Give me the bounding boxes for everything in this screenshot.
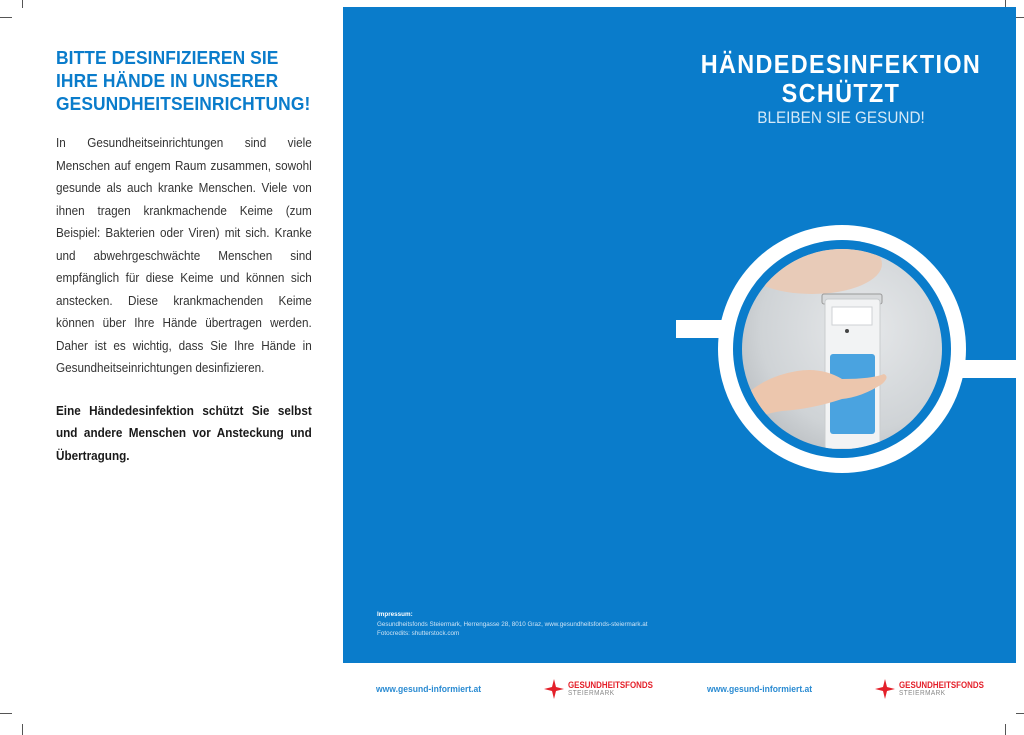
logo-subtitle: STEIERMARK [568, 688, 615, 697]
cover-title-line1: HÄNDEDESINFEKTION [700, 49, 982, 79]
heading-line: IHRE HÄNDE IN UNSERER [56, 70, 279, 91]
emphasis-text: Eine Händedesinfektion schützt Sie selbst und andere Menschen vor Ansteckung und Übertragung. [56, 403, 312, 463]
gesundheitsfonds-logo [544, 679, 662, 699]
star-logo-icon [875, 679, 895, 699]
gesundheitsfonds-logo [875, 679, 993, 699]
logo-name: GESUNDHEITSFONDS [899, 680, 984, 690]
crop-mark [1016, 17, 1024, 18]
body-text: In Gesundheitseinrichtungen sind viele Menschen auf engem Raum zusammen, sowohl gesunde als auch kranke Menschen. Viele von ihnen tragen krankmachende Keime (zum Beispiel: Bakterien oder Viren) mit sich. Kranke und abwehrgeschwächte Menschen sind empfänglich für diese Keime und können sich anstecken. Diese krankmachenden Keime können über Ihre Hände übertragen werden. Daher ist es wichtig, dass Sie Ihre Hände in Gesundheitseinrichtungen desinfizieren. [56, 136, 312, 375]
heading-line: BITTE DESINFIZIEREN SIE [56, 47, 279, 68]
imprint-address: Gesundheitsfonds Steiermark, Herrengasse 28, 8010 Graz, www.gesundheitsfonds-steiermark.at [377, 620, 648, 628]
crop-mark [22, 0, 23, 8]
dispenser-illustration-icon [742, 249, 942, 449]
cover-subtitle: BLEIBEN SIE GESUND! [757, 108, 925, 127]
crop-mark [22, 724, 23, 735]
cover-title-block [681, 50, 1001, 128]
left-heading [56, 46, 311, 115]
cover-title-line2: SCHÜTZT [781, 78, 901, 108]
logo-name: GESUNDHEITSFONDS [568, 680, 653, 690]
left-page [56, 46, 312, 467]
imprint-photo-credits: Fotocredits: shutterstock.com [377, 630, 460, 637]
footer-website-link[interactable]: www.gesund-informiert.at [707, 684, 813, 695]
crop-mark [1005, 724, 1006, 735]
heading-line: GESUNDHEITSEINRICHTUNG! [56, 93, 311, 114]
logo-subtitle: STEIERMARK [899, 688, 946, 697]
cover-panel [343, 7, 1016, 663]
crop-mark [0, 17, 12, 18]
imprint [377, 610, 648, 639]
dispenser-photo [742, 249, 942, 449]
star-logo-icon [544, 679, 564, 699]
imprint-label: Impressum: [377, 611, 413, 618]
crop-mark [1016, 713, 1024, 714]
footer-website-link[interactable]: www.gesund-informiert.at [376, 684, 482, 695]
crop-mark [0, 713, 12, 714]
